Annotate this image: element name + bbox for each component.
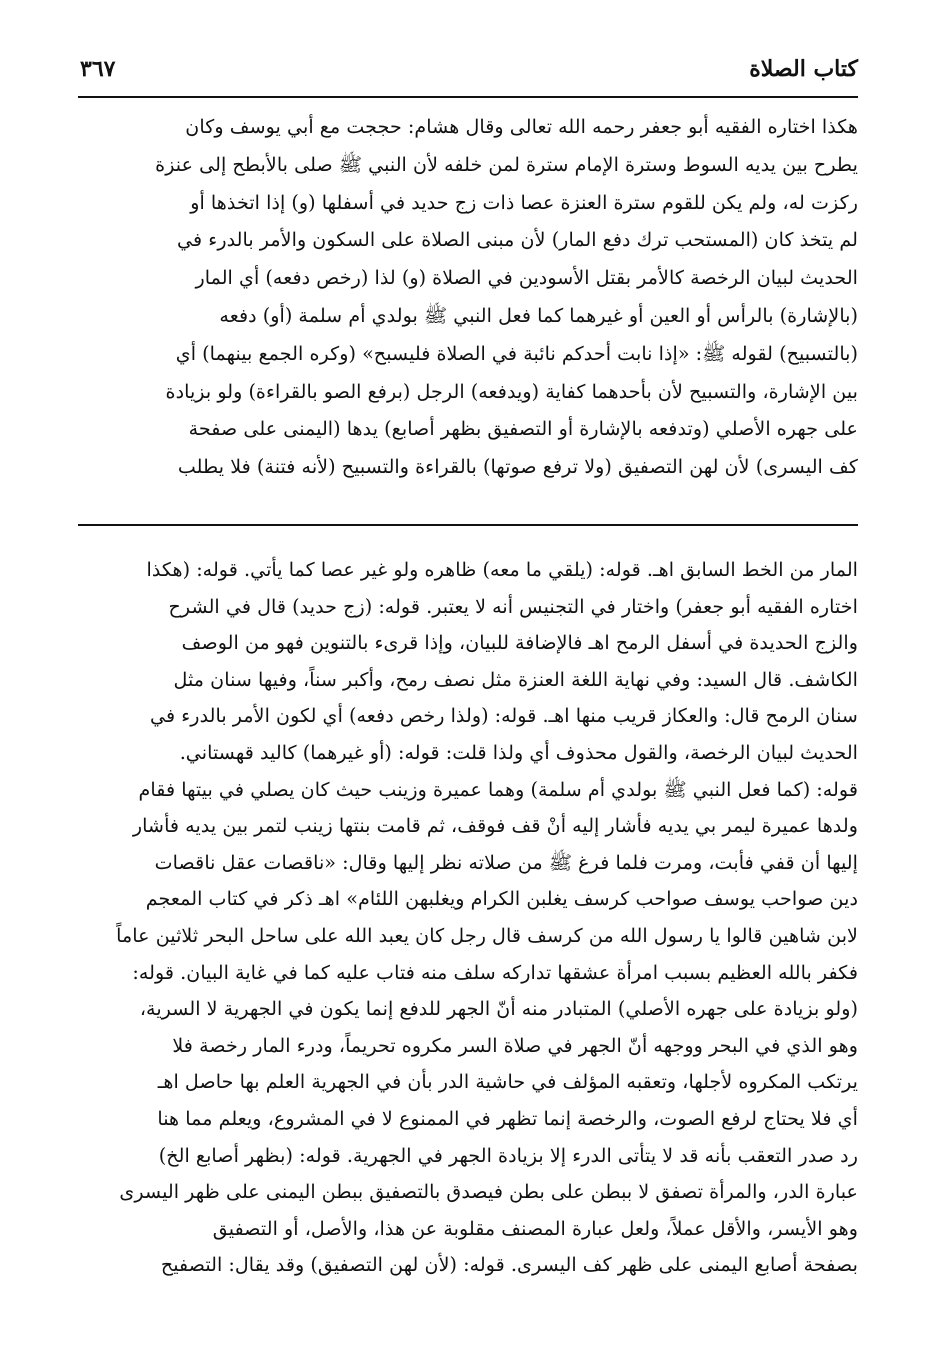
commentary-line: رد صدر التعقب بأنه قد لا يتأتى الدرء إلا بزيادة الجهر في الجهرية. قوله: (بظهر أصابع الخ) [158,1143,858,1167]
commentary-line: الحديث لبيان الرخصة، والقول محذوف أي ولذا قلت: قوله: (أو غيرهما) كاليد قهستاني. [179,740,858,764]
commentary-line: اختاره الفقيه أبو جعفر) واختار في التجنيس أنه لا يعتبر. قوله: (زج حديد) قال في الشرح [168,594,858,618]
commentary-line: قوله: (كما فعل النبي ﷺ بولدي أم سلمة) وهما عميرة وزينب حيث كان يصلي في بيتها فقام [138,777,858,801]
commentary-line: سنان الرمح قال: والعكاز قريب منها اهـ. قوله: (ولذا رخص دفعه) أي لكون الأمر بالدرء في [150,704,858,728]
header-rule [78,96,858,98]
commentary-text [78,552,858,1284]
commentary-line: لابن شاهين قالوا يا رسول الله من كرسف قال رجل كان يعبد الله على ساحل البحر ثلاثين عاماً [116,923,858,947]
main-line: يطرح بين يديه السوط وسترة الإمام سترة لمن خلفه لأن النبي ﷺ صلى بالأبطح إلى عنزة [155,152,858,176]
commentary-line: دين صواحب يوسف صواحب كرسف يغلبن الكرام ويغلبهن اللئام» اهـ ذكر في كتاب المعجم [145,887,858,911]
commentary-line: بصفحة أصابع اليمنى على ظهر كف اليسرى. قوله: (لأن لهن التصفيق) وقد يقال: التصفيح [160,1253,858,1277]
main-text [78,108,858,486]
commentary-line: والزج الحديدة في أسفل الرمح اهـ فالإضافة للبيان، وإذا قرىء بالتنوين فهو من الوصف [181,631,858,655]
commentary-line: أي فلا يحتاج لرفع الصوت، والرخصة إنما تظهر في الممنوع لا في المشروع، ويعلم مما هنا [157,1106,858,1130]
commentary-line: وهو الأيسر، والأقل عملاً، ولعل عبارة المصنف مقلوبة عن هذا، والأصل، أو التصفيق [212,1216,858,1240]
commentary-line: وهو الذي في البحر ووجهه أنّ الجهر في صلاة السر مكروه تحريماً، ودرء المار رخصة فلا [172,1033,858,1057]
main-line: الحديث لبيان الرخصة كالأمر بقتل الأسودين في الصلاة (و) لذا (رخص دفعه) أي المار [195,266,858,290]
main-line: على جهره الأصلي (وتدفعه بالإشارة أو التصفيق بظهر أصابع) يدها (اليمنى على صفحة [188,417,858,441]
commentary-line: عبارة الدر، والمرأة تصفق لا ببطن على بطن فيصدق بالتصفيق ببطن اليمنى على ظهر اليسرى [119,1180,858,1204]
commentary-divider [78,524,858,526]
main-line: هكذا اختاره الفقيه أبو جعفر رحمه الله تعالى وقال هشام: حججت مع أبي يوسف وكان [185,115,858,138]
commentary-line: (ولو بزيادة على جهره الأصلي) المتبادر منه أنّ الجهر للدفع إنما يكون في الجهرية لا السرية، [139,997,858,1021]
main-line: (بالتسبيح) لقوله ﷺ: «إذا نابت أحدكم نائبة في الصلاة فليسبح» (وكره الجمع بينهما) أي [175,341,858,365]
commentary-line: ولدها عميرة ليمر بي يديه فأشار إليه أنْ قف فوقف، ثم قامت بنتها زينب لتمر بين يديه فأشار [132,814,858,838]
commentary-line: يرتكب المكروه لأجلها، وتعقبه المؤلف في حاشية الدر بأن في الجهرية العلم بها حاصل اهـ [157,1070,858,1094]
main-line: (بالإشارة) بالرأس أو العين أو غيرهما كما فعل النبي ﷺ بولدي أم سلمة (أو) دفعه [219,303,858,327]
commentary-line: إليها أن قفي فأبت، ومرت فلما فرغ ﷺ من صلاته نظر إليها وقال: «ناقصات عقل ناقصات [154,850,858,874]
page-number: ٣٦٧ [80,56,116,82]
chapter-title: كتاب الصلاة [749,56,858,82]
main-line: ركزت له، ولم يكن للقوم سترة العنزة عصا ذات زج حديد في أسفلها (و) إذا اتخذها أو [190,190,858,214]
commentary-line: الكاشف. قال السيد: وفي نهاية اللغة العنزة مثل نصف رمح، وأكبر سناً، وفيها سنان مثل [173,667,858,691]
commentary-line: فكفر بالله العظيم بسبب امرأة عشقها تداركه سلف منه فتاب عليه كما في غاية البيان. قوله: [132,960,858,984]
main-line: بين الإشارة، والتسبيح لأن بأحدهما كفاية (ويدفعه) الرجل (برفع الصو بالقراءة) ولو بزيادة [165,379,858,403]
commentary-line: المار من الخط السابق اهـ. قوله: (يلقي ما معه) ظاهره ولو غير عصا كما يأتي. قوله: (هكذا [146,558,858,581]
main-line: لم يتخذ كان (المستحب ترك دفع المار) لأن مبنى الصلاة على السكون والأمر بالدرء في [177,228,858,252]
main-line: كف اليسرى) لأن لهن التصفيق (ولا ترفع صوتها) بالقراءة والتسبيح (لأنه فتنة) فلا يطلب [177,455,858,479]
page-header [78,52,858,92]
